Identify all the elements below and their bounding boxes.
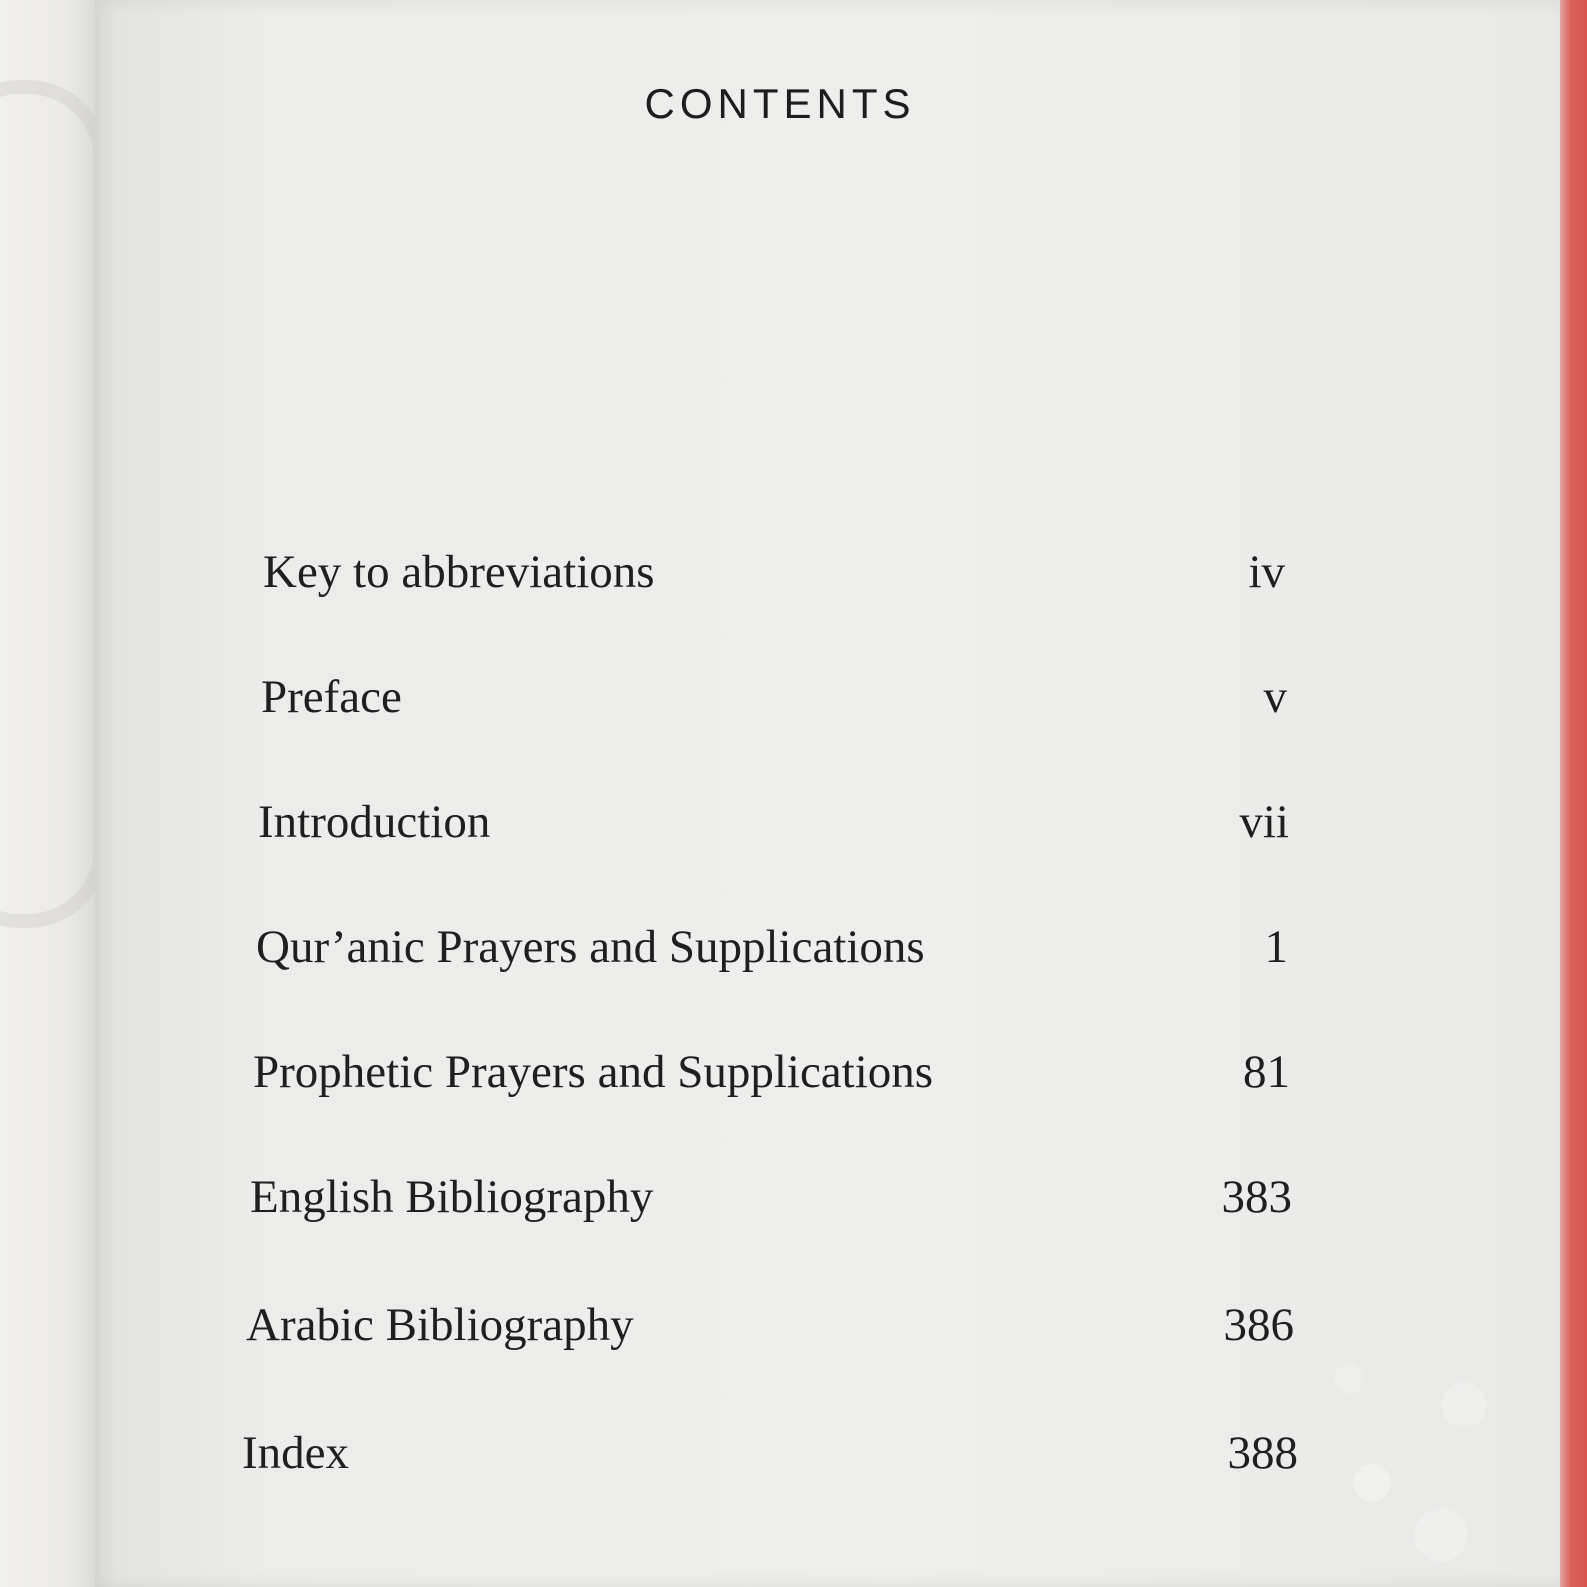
toc-entry-label: Prophetic Prayers and Supplications [253, 1046, 934, 1098]
toc-entry-page: 388 [1227, 1427, 1298, 1479]
toc-entry-label: Qur’anic Prayers and Supplications [256, 921, 925, 973]
toc-entry-label: Index [242, 1427, 350, 1479]
toc-entry-page: v [1263, 671, 1287, 723]
toc-entry-page: 383 [1221, 1171, 1292, 1223]
toc-entry-page: vii [1239, 796, 1289, 848]
page-title: CONTENTS [644, 80, 916, 127]
toc-entry-label: Arabic Bibliography [246, 1299, 634, 1351]
toc-entry-page: iv [1248, 546, 1285, 598]
toc-entry-label: Key to abbreviations [263, 546, 655, 598]
toc-entry-page: 1 [1264, 921, 1288, 973]
toc-entry [263, 545, 1285, 605]
toc-entry [242, 1426, 1298, 1486]
toc-entry-label: Introduction [258, 796, 491, 848]
toc-entry [256, 920, 1288, 980]
toc-entry-page: 386 [1223, 1299, 1294, 1351]
toc-entry-label: English Bibliography [250, 1171, 654, 1223]
toc-entry [253, 1045, 1290, 1105]
toc-entry [261, 670, 1287, 730]
toc-entry [258, 795, 1289, 855]
toc-entry-label: Preface [261, 671, 402, 723]
toc-entry [246, 1298, 1294, 1358]
toc-entry [250, 1170, 1292, 1230]
toc-entry-page: 81 [1243, 1046, 1290, 1098]
